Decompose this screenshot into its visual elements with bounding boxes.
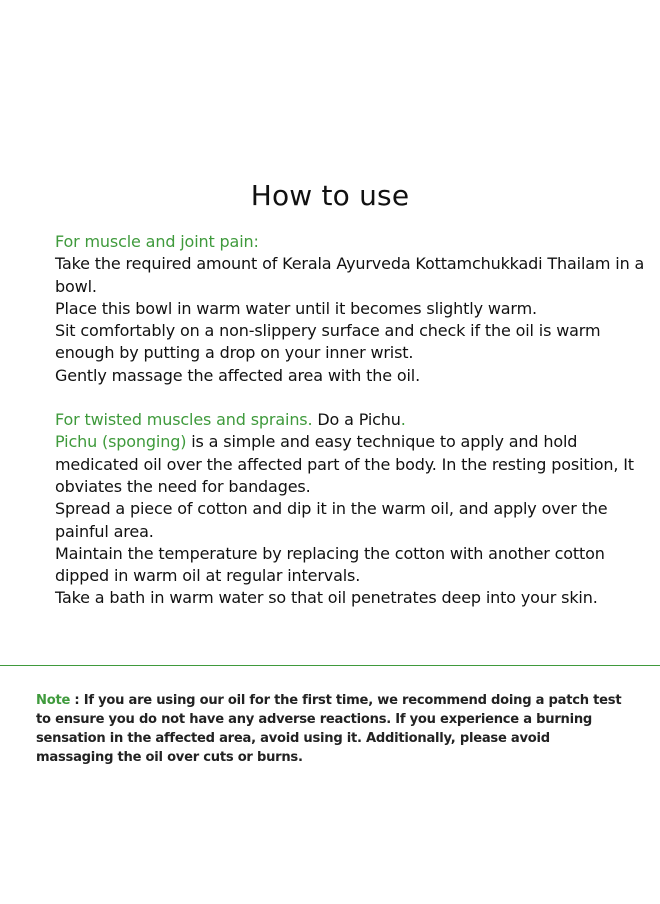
instruction-line: Place this bowl in warm water until it becomes slightly warm.: [55, 298, 537, 318]
note: [36, 691, 628, 767]
pichu-desc-text: is a simple and easy technique to apply and hold medicated oil over the affected part of the body. In the resting position, It obviates the need for bandages.: [55, 432, 634, 496]
pichu-description: [55, 431, 645, 498]
sprains-section: [55, 409, 645, 610]
instruction-line: Maintain the temperature by replacing the cotton with another cotton dipped in warm oil at regular intervals.: [55, 543, 605, 586]
page-title: How to use: [250, 178, 410, 212]
instructions: [55, 231, 645, 610]
instruction-line: Take a bath in warm water so that oil penetrates deep into your skin.: [55, 588, 598, 608]
section-divider: [0, 665, 660, 666]
pichu-term: Pichu (sponging): [55, 432, 187, 452]
instruction-line: Take the required amount of Kerala Ayurveda Kottamchukkadi Thailam in a bowl.: [55, 254, 645, 296]
muscle-joint-pain-section: [55, 231, 645, 387]
instruction-line: Spread a piece of cotton and dip it in the warm oil, and apply over the painful area.: [55, 499, 608, 541]
muscle-joint-pain-heading: For muscle and joint pain:: [55, 232, 259, 251]
note-label: Note: [36, 693, 71, 709]
sprains-heading-line: [55, 409, 645, 431]
sprains-heading-suffix: Do a Pichu: [312, 410, 401, 430]
instruction-line: Gently massage the affected area with the oil.: [55, 365, 421, 385]
sprains-heading-end: .: [400, 410, 406, 430]
sprains-heading: For twisted muscles and sprains.: [55, 410, 313, 430]
note-text: : If you are using our oil for the first time, we recommend doing a patch test to ensure you do not have any adverse reactions. If you experience a burning sensation in the affected area, avoid using it. Additionally, please avoid massaging the oil over cuts or burns.: [36, 693, 622, 766]
instruction-line: Sit comfortably on a non-slippery surface and check if the oil is warm enough by putting a drop on your inner wrist.: [55, 321, 601, 363]
